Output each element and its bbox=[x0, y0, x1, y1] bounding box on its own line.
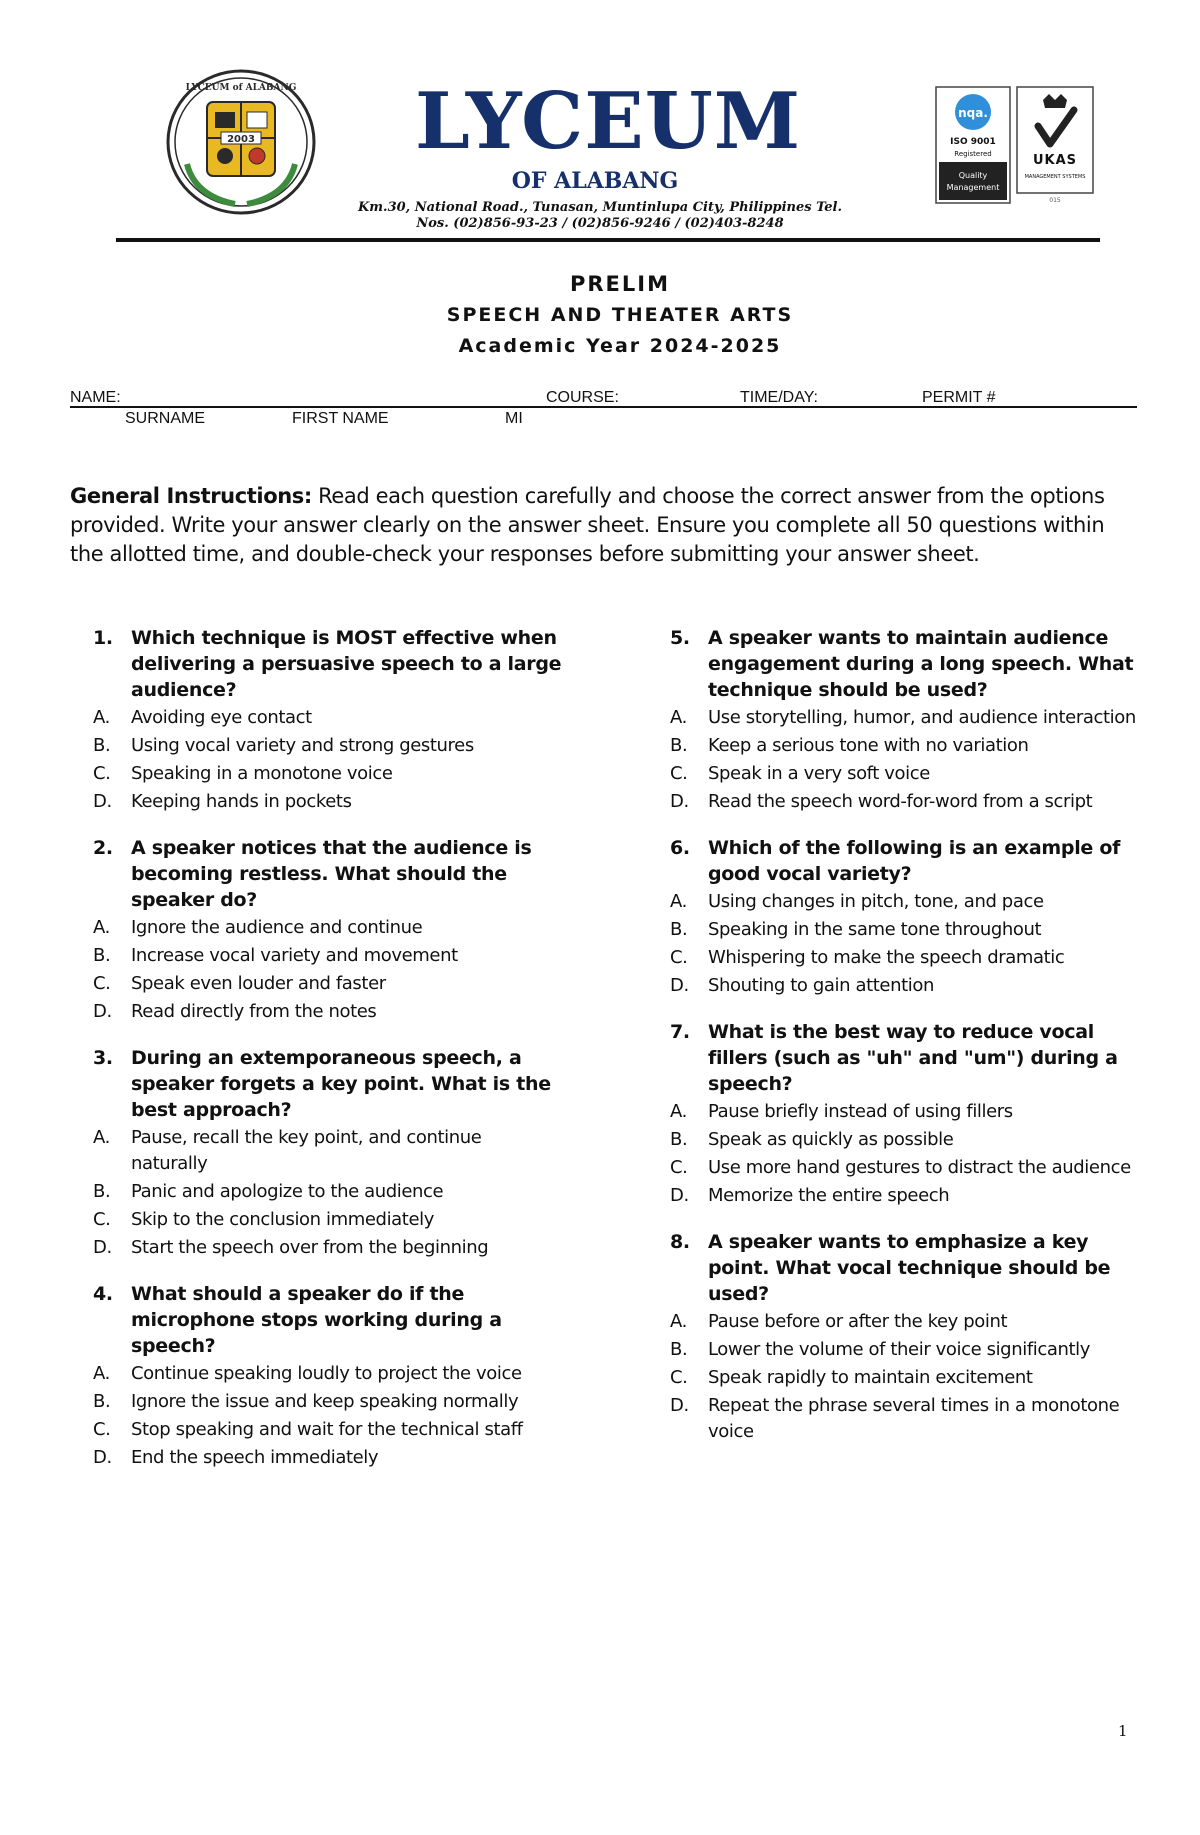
option-letter: B. bbox=[93, 1181, 111, 1202]
option-letter: A. bbox=[670, 707, 687, 728]
option-letter: D. bbox=[93, 1237, 112, 1258]
answer-option bbox=[670, 1393, 1140, 1445]
option-text: Ignore the issue and keep speaking normally bbox=[131, 1391, 519, 1412]
option-text: Lower the volume of their voice significantly bbox=[708, 1339, 1090, 1360]
general-instructions bbox=[70, 482, 1110, 569]
question-number: 2. bbox=[93, 837, 113, 859]
school-address: Km.30, National Road., Tunasan, Muntinlupa City, Philippines Tel. Nos. (02)856-93-23 / (02)856-9246 / (02)403-8248 bbox=[357, 200, 842, 231]
answer-option bbox=[93, 1125, 563, 1177]
option-text: Memorize the entire speech bbox=[708, 1185, 950, 1206]
svg-text:Registered: Registered bbox=[954, 150, 992, 158]
option-text: Pause, recall the key point, and continue naturally bbox=[131, 1127, 482, 1174]
answer-option bbox=[670, 789, 1140, 815]
answer-option bbox=[670, 1099, 1140, 1125]
question-text: Which of the following is an example of good vocal variety? bbox=[708, 837, 1121, 885]
answer-option bbox=[670, 889, 1140, 915]
option-text: Stop speaking and wait for the technical staff bbox=[131, 1419, 523, 1440]
question-text: A speaker wants to maintain audience engagement during a long speech. What technique should be used? bbox=[708, 627, 1134, 701]
option-letter: B. bbox=[670, 735, 688, 756]
option-letter: B. bbox=[93, 735, 111, 756]
option-text: Shouting to gain attention bbox=[708, 975, 934, 996]
option-letter: A. bbox=[93, 917, 110, 938]
answer-option bbox=[93, 705, 563, 731]
svg-text:nqa.: nqa. bbox=[958, 106, 988, 120]
answer-option bbox=[93, 1179, 563, 1205]
option-letter: A. bbox=[93, 1127, 110, 1148]
option-letter: D. bbox=[670, 1185, 689, 1206]
question-item bbox=[670, 1019, 1140, 1209]
school-name: LYCEUM bbox=[415, 76, 802, 167]
answer-option bbox=[670, 945, 1140, 971]
option-letter: C. bbox=[93, 763, 111, 784]
option-letter: A. bbox=[670, 1101, 687, 1122]
svg-text:UKAS: UKAS bbox=[1032, 153, 1078, 168]
option-letter: B. bbox=[670, 1129, 688, 1150]
option-text: Speak rapidly to maintain excitement bbox=[708, 1367, 1033, 1388]
option-letter: C. bbox=[670, 947, 688, 968]
option-text: Skip to the conclusion immediately bbox=[131, 1209, 434, 1230]
answer-option bbox=[93, 943, 563, 969]
answer-option bbox=[670, 1309, 1140, 1335]
svg-text:LYCEUM of ALABANG: LYCEUM of ALABANG bbox=[185, 83, 297, 93]
question-number: 1. bbox=[93, 627, 113, 649]
option-letter: D. bbox=[93, 1001, 112, 1022]
question-item bbox=[93, 625, 563, 815]
mi-label: MI bbox=[505, 410, 523, 427]
answer-option bbox=[93, 1207, 563, 1233]
option-text: Speak as quickly as possible bbox=[708, 1129, 954, 1150]
question-item bbox=[670, 835, 1140, 999]
answer-option bbox=[93, 733, 563, 759]
svg-text:Quality: Quality bbox=[958, 171, 988, 180]
option-letter: C. bbox=[670, 763, 688, 784]
option-text: Use storytelling, humor, and audience interaction bbox=[708, 707, 1136, 728]
option-letter: C. bbox=[93, 973, 111, 994]
question-number: 3. bbox=[93, 1047, 113, 1069]
time-day-field-label: TIME/DAY: bbox=[740, 389, 818, 406]
option-text: Whispering to make the speech dramatic bbox=[708, 947, 1065, 968]
option-letter: C. bbox=[670, 1367, 688, 1388]
question-item bbox=[93, 1281, 563, 1471]
instructions-text: Read each question carefully and choose the correct answer from the options provided. Write your answer clearly on the answer sheet. Ensure you complete all 50 questions within the allotted time, and double-check your responses before submitting your answer sheet. bbox=[70, 484, 1105, 566]
surname-label: SURNAME bbox=[125, 410, 206, 427]
answer-option bbox=[670, 1155, 1140, 1181]
answer-option bbox=[93, 1361, 563, 1387]
option-letter: A. bbox=[93, 707, 110, 728]
answer-option bbox=[670, 1337, 1140, 1363]
answer-option bbox=[93, 1445, 563, 1471]
option-text: Ignore the audience and continue bbox=[131, 917, 423, 938]
option-letter: B. bbox=[670, 1339, 688, 1360]
answer-option bbox=[93, 915, 563, 941]
lyceum-seal-logo bbox=[165, 68, 317, 216]
option-letter: D. bbox=[670, 975, 689, 996]
option-letter: B. bbox=[93, 1391, 111, 1412]
question-item bbox=[93, 835, 563, 1025]
option-text: Keeping hands in pockets bbox=[131, 791, 352, 812]
option-letter: D. bbox=[93, 791, 112, 812]
question-text: Which technique is MOST effective when delivering a persuasive speech to a large audience? bbox=[131, 627, 562, 701]
option-letter: C. bbox=[670, 1157, 688, 1178]
option-text: Read the speech word-for-word from a script bbox=[708, 791, 1093, 812]
option-text: Speaking in a monotone voice bbox=[131, 763, 393, 784]
name-line bbox=[70, 406, 1137, 408]
option-text: Pause before or after the key point bbox=[708, 1311, 1008, 1332]
svg-text:ISO 9001: ISO 9001 bbox=[950, 137, 996, 147]
question-number: 5. bbox=[670, 627, 690, 649]
course-field-label: COURSE: bbox=[546, 389, 619, 406]
option-text: Continue speaking loudly to project the voice bbox=[131, 1363, 522, 1384]
svg-text:015: 015 bbox=[1049, 197, 1061, 204]
answer-option bbox=[670, 761, 1140, 787]
answer-option bbox=[93, 999, 563, 1025]
ukas-badge bbox=[1016, 86, 1094, 204]
school-subtitle: OF ALABANG bbox=[511, 168, 679, 194]
answer-option bbox=[93, 761, 563, 787]
option-letter: C. bbox=[93, 1209, 111, 1230]
answer-option bbox=[670, 917, 1140, 943]
page-number: 1 bbox=[1118, 1722, 1128, 1740]
answer-option bbox=[93, 789, 563, 815]
answer-option bbox=[93, 1389, 563, 1415]
question-text: A speaker wants to emphasize a key point. What vocal technique should be used? bbox=[708, 1231, 1111, 1305]
permit-field-label: PERMIT # bbox=[922, 389, 996, 406]
option-letter: D. bbox=[670, 791, 689, 812]
svg-text:MANAGEMENT SYSTEMS: MANAGEMENT SYSTEMS bbox=[1024, 174, 1086, 180]
option-text: Keep a serious tone with no variation bbox=[708, 735, 1029, 756]
answer-option bbox=[670, 1365, 1140, 1391]
option-letter: D. bbox=[670, 1395, 689, 1416]
header-divider bbox=[116, 238, 1100, 242]
question-text: What should a speaker do if the microphone stops working during a speech? bbox=[131, 1283, 502, 1357]
option-text: Panic and apologize to the audience bbox=[131, 1181, 444, 1202]
option-text: Repeat the phrase several times in a monotone voice bbox=[708, 1395, 1120, 1442]
option-letter: B. bbox=[670, 919, 688, 940]
instructions-label: General Instructions: bbox=[70, 484, 312, 508]
option-letter: D. bbox=[93, 1447, 112, 1468]
answer-option bbox=[93, 1235, 563, 1261]
question-number: 6. bbox=[670, 837, 690, 859]
question-number: 7. bbox=[670, 1021, 690, 1043]
option-text: Speak even louder and faster bbox=[131, 973, 386, 994]
option-text: Use more hand gestures to distract the audience bbox=[708, 1157, 1131, 1178]
question-number: 4. bbox=[93, 1283, 113, 1305]
option-text: Using vocal variety and strong gestures bbox=[131, 735, 474, 756]
option-letter: B. bbox=[93, 945, 111, 966]
answer-option bbox=[93, 1417, 563, 1443]
exam-title: PRELIM bbox=[570, 272, 670, 296]
option-letter: A. bbox=[93, 1363, 110, 1384]
svg-text:2003: 2003 bbox=[227, 134, 255, 145]
questions-column-left bbox=[93, 625, 563, 1491]
option-letter: A. bbox=[670, 1311, 687, 1332]
option-text: End the speech immediately bbox=[131, 1447, 379, 1468]
answer-option bbox=[670, 973, 1140, 999]
iso-9001-badge bbox=[935, 86, 1011, 204]
option-letter: C. bbox=[93, 1419, 111, 1440]
answer-option bbox=[670, 1183, 1140, 1209]
question-text: What is the best way to reduce vocal fillers (such as "uh" and "um") during a speech? bbox=[708, 1021, 1118, 1095]
question-item bbox=[670, 1229, 1140, 1445]
option-text: Pause briefly instead of using fillers bbox=[708, 1101, 1013, 1122]
answer-option bbox=[670, 733, 1140, 759]
question-text: During an extemporaneous speech, a speaker forgets a key point. What is the best approach? bbox=[131, 1047, 551, 1121]
option-text: Avoiding eye contact bbox=[131, 707, 312, 728]
questions-column-right bbox=[670, 625, 1140, 1465]
question-item bbox=[670, 625, 1140, 815]
option-text: Speak in a very soft voice bbox=[708, 763, 930, 784]
option-text: Increase vocal variety and movement bbox=[131, 945, 458, 966]
answer-option bbox=[670, 705, 1140, 731]
option-text: Read directly from the notes bbox=[131, 1001, 377, 1022]
question-text: A speaker notices that the audience is becoming restless. What should the speaker do? bbox=[131, 837, 532, 911]
option-letter: A. bbox=[670, 891, 687, 912]
first-name-label: FIRST NAME bbox=[292, 410, 389, 427]
question-item bbox=[93, 1045, 563, 1261]
answer-option bbox=[93, 971, 563, 997]
svg-text:Management: Management bbox=[946, 183, 1000, 192]
question-number: 8. bbox=[670, 1231, 690, 1253]
answer-option bbox=[670, 1127, 1140, 1153]
option-text: Start the speech over from the beginning bbox=[131, 1237, 489, 1258]
option-text: Speaking in the same tone throughout bbox=[708, 919, 1042, 940]
name-field-label: NAME: bbox=[70, 389, 121, 406]
option-text: Using changes in pitch, tone, and pace bbox=[708, 891, 1044, 912]
academic-year: Academic Year 2024-2025 bbox=[458, 335, 782, 357]
subject-title: SPEECH AND THEATER ARTS bbox=[446, 304, 794, 326]
